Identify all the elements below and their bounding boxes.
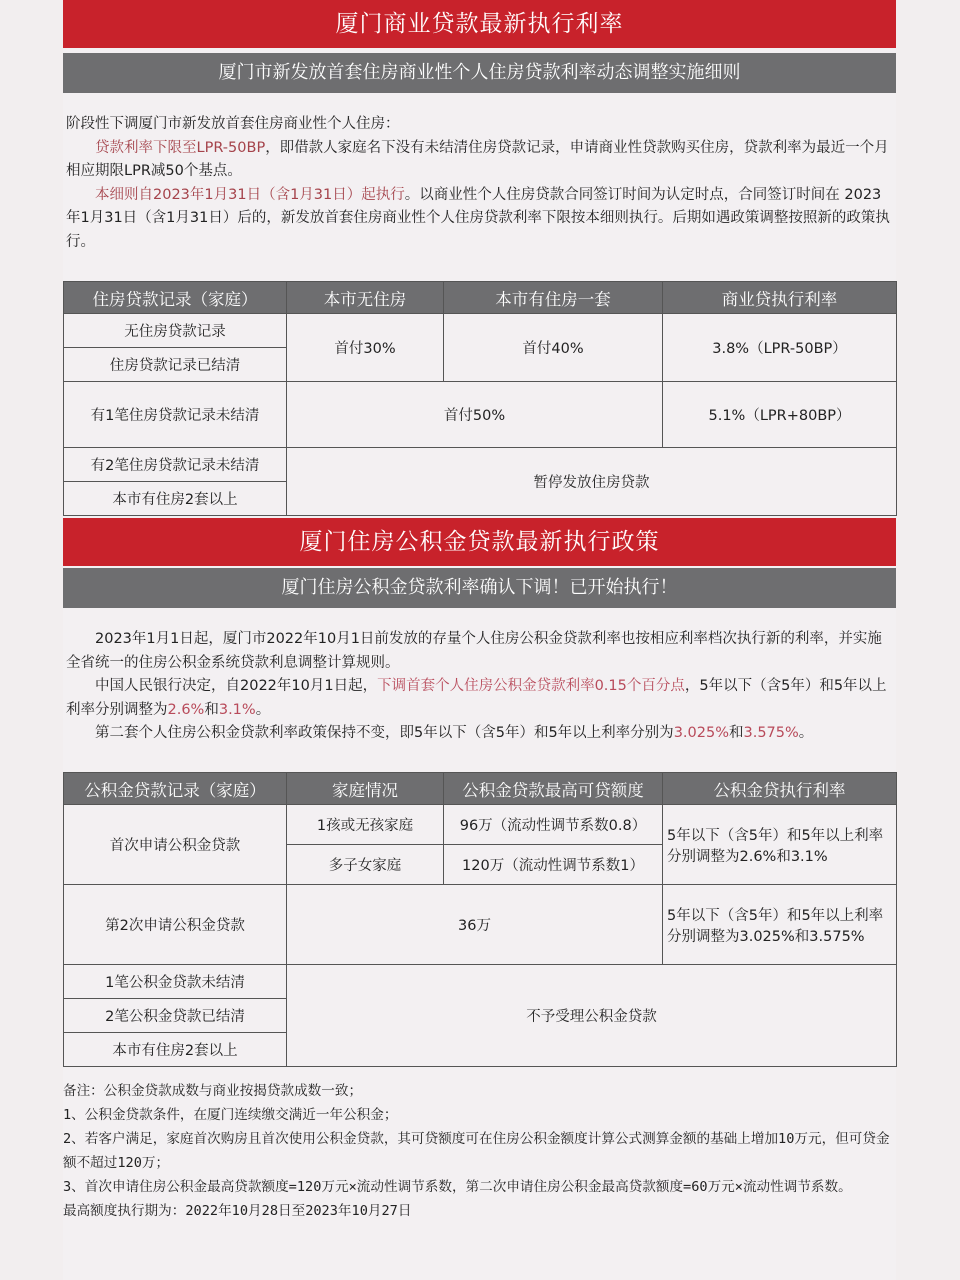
- provident-fund-description: [66, 628, 892, 746]
- rate-3-575: 3.575%: [743, 725, 799, 741]
- second-home-and: 和: [728, 725, 744, 741]
- row-second-application: 第2次申请公积金贷款: [64, 885, 287, 965]
- table-row: [64, 885, 897, 965]
- cell-suspend-loans: 暂停发放住房贷款: [287, 448, 897, 516]
- table-header-row: [64, 282, 897, 314]
- header-no-house: 本市无住房: [287, 282, 444, 314]
- remark-validity: 最高额度执行期为：2022年10月28日至2023年10月27日: [63, 1203, 412, 1219]
- cell-first-rate: 5年以下（含5年）和5年以上利率分别调整为2.6%和3.1%: [663, 805, 897, 885]
- rate-floor-text: ，即借款人家庭名下没有未结清住房贷款记录，申请商业性贷款购买住房，贷款利率为最近一个月相应期限LPR减50个基点。: [66, 139, 889, 179]
- rate-floor-paragraph: [66, 137, 892, 184]
- pboc-decision-paragraph: [66, 675, 892, 722]
- provident-fund-subtitle: 厦门住房公积金贷款利率确认下调！已开始执行！: [63, 568, 896, 608]
- row-loan-settled: 住房贷款记录已结清: [64, 348, 287, 382]
- commercial-loan-title: 厦门商业贷款最新执行利率: [63, 0, 896, 48]
- table-row: [64, 805, 897, 845]
- pboc-text-b: ，5年以下（含5年）和5年以上利率分别调整为: [66, 678, 887, 718]
- cell-amount-36: 36万: [287, 885, 663, 965]
- cell-rate-lpr-minus-50: 3.8%（LPR-50BP）: [663, 314, 897, 382]
- rate-3-025: 3.025%: [673, 725, 729, 741]
- commercial-loan-subtitle: 厦门市新发放首套住房商业性个人住房贷款利率动态调整实施细则: [63, 53, 896, 93]
- row-two-unsettled: 有2笔住房贷款记录未结清: [64, 448, 287, 482]
- table-row: [64, 314, 897, 348]
- cell-down-payment-30: 首付30%: [287, 314, 444, 382]
- header-one-house: 本市有住房一套: [444, 282, 663, 314]
- cell-family-one-child: 1孩或无孩家庭: [287, 805, 444, 845]
- header-fund-record: 公积金贷款记录（家庭）: [64, 773, 287, 805]
- cell-down-payment-40: 首付40%: [444, 314, 663, 382]
- rate-cut-highlight: 下调首套个人住房公积金贷款利率0.15个百分点: [377, 678, 685, 694]
- stock-loan-paragraph: 2023年1月1日起，厦门市2022年10月1日前发放的存量个人住房公积金贷款利率也按相应利率档次执行新的利率，并实施全省统一的住房公积金系统贷款利息调整计算规则。: [66, 631, 882, 671]
- rate-3-1: 3.1%: [218, 701, 256, 718]
- row-two-fund-settled: 2笔公积金贷款已结清: [64, 999, 287, 1033]
- row-one-unsettled: 有1笔住房贷款记录未结清: [64, 382, 287, 448]
- pboc-and: 和: [204, 701, 219, 718]
- cell-amount-120: 120万（流动性调节系数1）: [444, 845, 663, 885]
- effective-date-text: 。以商业性个人住房贷款合同签订时间为认定时点，合同签订时间在 2023年1月31日（含1月31日）后的，新发放首套住房商业性个人住房贷款利率下限按本细则执行。后期如遇政策调整按照新的政策执行。: [66, 186, 890, 250]
- cell-down-payment-50: 首付50%: [287, 382, 663, 448]
- row-first-application: 首次申请公积金贷款: [64, 805, 287, 885]
- commercial-loan-table: [63, 281, 897, 516]
- header-fund-rate: 公积金贷执行利率: [663, 773, 897, 805]
- cell-amount-96: 96万（流动性调节系数0.8）: [444, 805, 663, 845]
- row-two-plus-houses-fund: 本市有住房2套以上: [64, 1033, 287, 1067]
- remark-item: 3、首次申请住房公积金最高贷款额度=120万元×流动性调节系数，第二次申请住房公积金最高贷款额度=60万元×流动性调节系数。: [63, 1179, 852, 1195]
- second-home-paragraph: [66, 722, 892, 746]
- table-header-row: [64, 773, 897, 805]
- second-home-text: 第二套个人住房公积金贷款利率政策保持不变，即5年以下（含5年）和5年以上利率分别为: [95, 725, 674, 741]
- rate-floor-highlight: 贷款利率下限至LPR-50BP: [95, 139, 266, 156]
- remarks: [63, 1079, 896, 1223]
- commercial-loan-description: [66, 113, 892, 254]
- pboc-text-a: 中国人民银行决定，自2022年10月1日起，: [95, 678, 378, 694]
- table-row: [64, 448, 897, 482]
- remark-item: 2、若客户满足，家庭首次购房且首次使用公积金贷款，其可贷额度可在住房公积金额度计算公式测算金额的基础上增加10万元，但可贷金额不超过120万；: [63, 1131, 890, 1171]
- intro-line: 阶段性下调厦门市新发放首套住房商业性个人住房：: [66, 116, 400, 132]
- row-no-loan-record: 无住房贷款记录: [64, 314, 287, 348]
- effective-date-paragraph: [66, 184, 892, 255]
- cell-reject-fund-loan: 不予受理公积金贷款: [287, 965, 897, 1067]
- header-commercial-rate: 商业贷执行利率: [663, 282, 897, 314]
- second-home-end: 。: [798, 725, 814, 741]
- remark-item: 1、公积金贷款条件，在厦门连续缴交满近一年公积金；: [63, 1107, 398, 1123]
- effective-date-highlight: 本细则自2023年1月31日（含1月31日）起执行: [95, 186, 405, 203]
- provident-fund-table: [63, 772, 897, 1067]
- table-row: [64, 965, 897, 999]
- pboc-end: 。: [255, 701, 271, 718]
- cell-family-multi-child: 多子女家庭: [287, 845, 444, 885]
- table-row: [64, 382, 897, 448]
- row-two-plus-houses: 本市有住房2套以上: [64, 482, 287, 516]
- cell-rate-lpr-plus-80: 5.1%（LPR+80BP）: [663, 382, 897, 448]
- row-one-fund-unsettled: 1笔公积金贷款未结清: [64, 965, 287, 999]
- header-loan-record: 住房贷款记录（家庭）: [64, 282, 287, 314]
- rate-2-6: 2.6%: [167, 701, 205, 718]
- provident-fund-title: 厦门住房公积金贷款最新执行政策: [63, 518, 896, 566]
- header-family-situation: 家庭情况: [287, 773, 444, 805]
- cell-second-rate: 5年以下（含5年）和5年以上利率分别调整为3.025%和3.575%: [663, 885, 897, 965]
- remark-header: 备注：公积金贷款成数与商业按揭贷款成数一致；: [63, 1083, 363, 1099]
- header-max-amount: 公积金贷款最高可贷额度: [444, 773, 663, 805]
